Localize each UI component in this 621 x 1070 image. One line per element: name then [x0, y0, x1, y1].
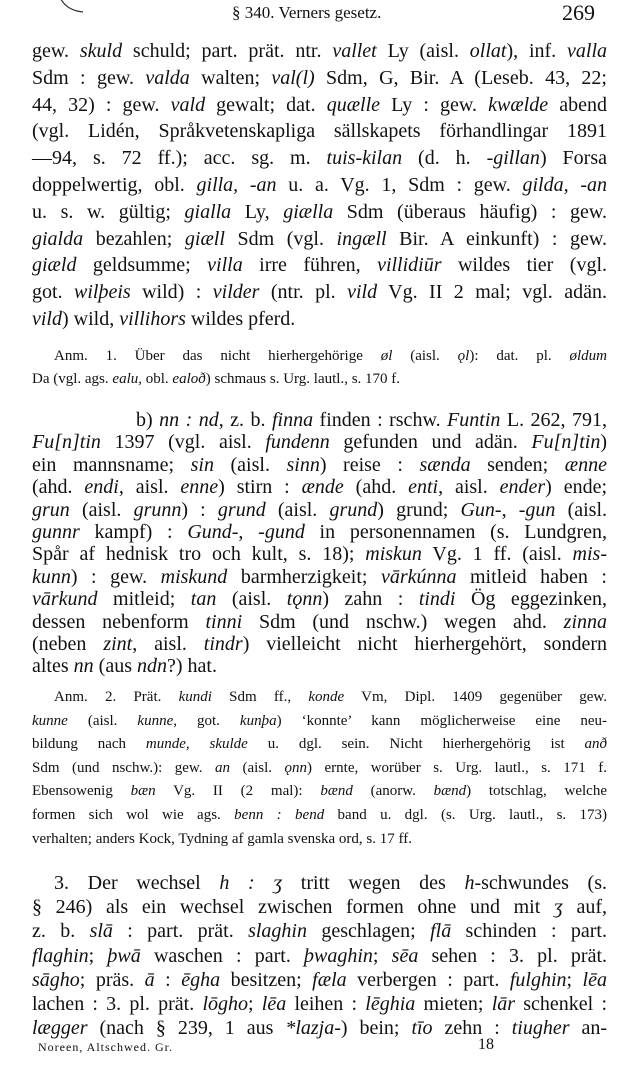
italic-term: konde	[308, 689, 345, 705]
text-run: ;	[88, 944, 108, 967]
text-run: Ly (aisl.	[376, 40, 470, 62]
italic-term: vilder	[212, 281, 260, 304]
italic-term: ænne	[564, 453, 607, 476]
text-run: band u. dgl. (s. Urg. lautl., s. 173)	[324, 806, 608, 823]
italic-term: kunne	[137, 712, 174, 729]
text-line	[32, 306, 607, 333]
italic-term: enne	[180, 476, 219, 499]
italic-term: fulghin	[509, 968, 567, 991]
text-run: (ahd.	[32, 476, 85, 499]
text-line	[32, 521, 607, 543]
text-line	[32, 655, 607, 677]
text-line	[32, 199, 607, 226]
italic-term: þwā	[107, 944, 141, 967]
text-run: an-	[569, 1017, 607, 1040]
italic-term: -gund	[258, 521, 305, 544]
italic-term: anð	[584, 736, 607, 753]
italic-term: kunne	[32, 712, 68, 729]
italic-term: tindi	[418, 588, 456, 611]
text-run: ;	[372, 944, 392, 967]
text-run: , aisl.	[438, 476, 500, 499]
text-run: (aisl.	[69, 498, 134, 521]
italic-term: an	[214, 759, 230, 776]
text-run: ; präs.	[79, 968, 145, 991]
text-line	[32, 710, 607, 734]
text-run: ?) hat.	[166, 655, 217, 678]
italic-term: vild	[347, 281, 378, 304]
italic-term: ēgha	[181, 968, 221, 991]
text-run: ) vielleicht nicht hierhergehört, sondern	[242, 633, 607, 656]
text-run: (aisl.	[555, 498, 608, 521]
italic-term: sin	[190, 453, 214, 476]
text-run: -schwundes (s.	[474, 872, 607, 894]
text-run: mitleid haben :	[456, 565, 607, 588]
italic-term: villa	[207, 254, 243, 277]
text-line	[32, 92, 607, 119]
italic-term: ndn	[136, 655, 167, 678]
text-line	[32, 919, 607, 943]
italic-term: tuis-kilan	[326, 147, 403, 170]
running-head: § 340. Verners gesetz.	[232, 3, 382, 22]
italic-term: skuld	[79, 40, 123, 62]
annotation-2	[32, 686, 607, 851]
text-run: (d. h.	[402, 147, 487, 170]
italic-term: zinna	[563, 610, 607, 633]
text-line	[32, 828, 607, 852]
text-line	[32, 611, 607, 633]
text-run: (ahd.	[343, 476, 409, 499]
italic-term: flaghin	[32, 944, 89, 967]
text-run: Da (vgl. ags.	[32, 371, 113, 387]
text-run: sehen : 3. pl. prät.	[418, 944, 608, 967]
text-run: Vg. 1 ff. (aisl.	[421, 543, 573, 566]
text-run: 1397 (vgl. aisl.	[100, 431, 266, 454]
italic-term: villihors	[119, 307, 186, 330]
italic-term: vārkund	[32, 588, 98, 611]
text-run: altes	[32, 655, 74, 678]
text-run: mieten;	[415, 993, 492, 1016]
text-run: (nach § 239, 1 aus	[87, 1017, 286, 1040]
text-run: geldsumme;	[76, 254, 208, 277]
italic-term: grund	[217, 498, 266, 521]
italic-term: ollat	[469, 40, 507, 62]
italic-term: nn : nd	[159, 409, 219, 431]
italic-term: sinn	[286, 453, 320, 476]
paragraph-main	[32, 38, 607, 333]
italic-term: vārkúnna	[380, 565, 457, 588]
text-line	[32, 733, 607, 757]
text-line	[32, 345, 607, 368]
text-run: bezahlen;	[83, 227, 185, 250]
text-run: ;	[248, 993, 262, 1016]
italic-term: gilda, -an	[522, 173, 607, 196]
italic-term: Gund-	[187, 521, 239, 544]
italic-term: ǫl	[457, 348, 470, 364]
text-line	[32, 172, 607, 199]
italic-term: kunn	[32, 565, 71, 588]
text-run: ) ende;	[545, 476, 608, 499]
text-line	[32, 252, 607, 279]
text-run: )	[600, 431, 607, 454]
italic-term: øldum	[569, 348, 608, 364]
italic-term: valda	[145, 66, 190, 89]
text-run: wild) :	[130, 281, 213, 304]
text-line	[32, 118, 607, 145]
italic-term: gialda	[32, 227, 84, 250]
text-line	[32, 226, 607, 253]
text-run: ) schmaus s. Urg. lautl., s. 170 f.	[205, 371, 401, 387]
italic-term: gialla	[184, 200, 232, 223]
text-run: Bir. A einkunft) : gew.	[386, 227, 608, 250]
italic-term: lēghia	[365, 993, 416, 1016]
italic-term: grund	[329, 498, 378, 521]
text-run: u. s. w. gültig;	[32, 200, 185, 223]
text-run: (aisl.	[392, 348, 458, 364]
text-line	[32, 566, 607, 588]
italic-term: enti	[408, 476, 439, 499]
italic-term: flā	[430, 920, 452, 943]
italic-term: -gun	[518, 498, 556, 521]
italic-term: ender	[499, 476, 546, 499]
text-run: walten;	[189, 66, 272, 89]
text-line	[32, 38, 607, 65]
text-run: , got.	[173, 712, 240, 729]
italic-term: h	[464, 872, 475, 894]
text-run: (ntr. pl.	[259, 281, 348, 304]
text-run: ) zahn :	[322, 588, 419, 611]
text-run: (aisl.	[265, 498, 330, 521]
page-number: 269	[562, 0, 595, 25]
text-run: doppelwertig, obl.	[32, 173, 197, 196]
scan-mark-arc	[55, 0, 95, 18]
text-run: schenkel :	[515, 993, 607, 1016]
italic-term: tinni	[205, 610, 243, 633]
annotation-1	[32, 345, 607, 391]
italic-term: ealu	[112, 371, 139, 387]
text-run: ,	[238, 521, 259, 544]
italic-term: Funtin	[447, 409, 501, 431]
text-run: Sdm (und nschw.) wegen ahd.	[242, 610, 564, 633]
text-run: abend	[548, 93, 607, 116]
italic-term: Fu[n]tin	[32, 431, 101, 454]
text-run: gew.	[32, 40, 80, 62]
italic-term: vald	[170, 93, 206, 116]
text-run: 44, 32) : gew.	[32, 93, 171, 116]
text-run: gefunden und adän.	[329, 431, 532, 454]
italic-term: tīo	[411, 1017, 433, 1040]
italic-term: lēa	[582, 968, 607, 991]
text-run: (anorw.	[352, 783, 434, 800]
text-run: u. dgl. sein. Nicht hierhergehörig ist	[247, 736, 585, 753]
italic-term: vallet	[332, 40, 377, 62]
text-run: Sdm (und nschw.): gew.	[32, 759, 215, 776]
text-run: ) :	[181, 498, 218, 521]
text-run: zehn :	[432, 1017, 512, 1040]
text-run: schinden : part.	[451, 920, 607, 943]
text-run: Sdm, G, Bir. A (Leseb. 43, 22;	[314, 66, 607, 89]
italic-term: Fu[n]tin	[531, 431, 601, 454]
italic-term: Gun-	[460, 498, 502, 521]
italic-term: val(l)	[271, 66, 315, 89]
italic-term: vild	[32, 307, 62, 330]
text-line	[32, 871, 607, 895]
text-run: ) bein;	[340, 1017, 412, 1040]
paragraph-b	[32, 409, 607, 678]
italic-term: lār	[491, 993, 516, 1016]
italic-term: h : ʒ	[219, 872, 283, 894]
text-run: ) Forsa	[539, 147, 607, 170]
italic-term: nn	[73, 655, 94, 678]
italic-term: ǫnn	[284, 759, 308, 776]
text-run: auf,	[562, 896, 607, 919]
text-run: Ly,	[231, 200, 284, 223]
text-run: § 246) als ein wechsel zwischen formen ohne und mit	[32, 896, 554, 919]
italic-term: giæll	[184, 227, 225, 250]
text-run: ), inf.	[506, 40, 568, 62]
italic-term: grunn	[133, 498, 182, 521]
italic-term: slā	[89, 920, 113, 943]
text-run: (aisl.	[229, 759, 285, 776]
italic-term: lægger	[32, 1017, 88, 1040]
italic-term: tindr	[203, 633, 243, 656]
italic-term: kwælde	[488, 93, 549, 116]
text-run: L. 262, 791,	[500, 409, 607, 431]
text-run: bildung nach	[32, 736, 146, 753]
italic-term: ingæll	[336, 227, 387, 250]
text-line	[32, 968, 607, 992]
text-run: (neben	[32, 633, 104, 656]
italic-term: ænde	[301, 476, 344, 499]
italic-term: zint	[103, 633, 133, 656]
text-run: (aisl.	[213, 453, 287, 476]
text-run: in personennamen (s. Lundgren,	[304, 521, 608, 544]
text-run: geschlagen;	[306, 920, 431, 943]
italic-term: kundi	[178, 689, 212, 705]
text-line	[32, 476, 607, 498]
footer-author-title: Noreen, Altschwed. Gr.	[38, 1040, 173, 1054]
italic-term: *lazja-	[285, 1017, 341, 1040]
text-line	[32, 588, 607, 610]
italic-term: tan	[190, 588, 217, 611]
italic-term: kunþa	[239, 712, 277, 729]
text-run: wildes pferd.	[185, 307, 296, 330]
italic-term: sēa	[391, 944, 419, 967]
paragraph-3	[32, 871, 607, 1040]
italic-term: fæla	[312, 968, 347, 991]
text-run: ) wild,	[62, 307, 120, 330]
text-line	[32, 686, 607, 710]
text-run: :	[154, 968, 182, 991]
italic-term: villidiūr	[377, 254, 442, 277]
text-run: ,	[501, 498, 519, 521]
italic-term: bænd	[433, 783, 467, 800]
italic-term: wilþeis	[74, 281, 131, 304]
text-line	[32, 543, 607, 565]
text-run: Ly : gew.	[380, 93, 489, 116]
text-run: Anm. 1. Über das nicht hierhergehörige	[54, 348, 381, 364]
text-line	[32, 780, 607, 804]
text-run: got.	[32, 281, 74, 304]
italic-term: gilla, -an	[196, 173, 277, 196]
text-line	[32, 279, 607, 306]
italic-term: lōgho	[202, 993, 249, 1016]
italic-term: mis-	[572, 543, 607, 566]
text-run: Sdm (überaus häufig) : gew.	[333, 200, 608, 223]
text-run: verhalten; anders Kock, Tydning af gamla svenska ord, s. 17 ff.	[32, 830, 412, 847]
italic-term: fundenn	[265, 431, 330, 454]
text-run: 3. Der wechsel	[54, 872, 220, 894]
text-run: Ög eggezinken,	[455, 588, 607, 611]
text-line	[32, 499, 607, 521]
text-run: ;	[566, 968, 583, 991]
text-line	[32, 895, 607, 919]
italic-term: tǫnn	[286, 588, 323, 611]
text-run: ) reise :	[319, 453, 420, 476]
text-line	[32, 633, 607, 655]
text-run: (vgl. Lidén, Språkvetenskapliga sällskapets förhandlingar 1891	[32, 120, 607, 143]
italic-term: -gillan	[486, 147, 540, 170]
text-line	[32, 757, 607, 781]
italic-term: grun	[32, 498, 70, 521]
italic-term: valla	[567, 40, 608, 62]
italic-term: ealoð	[172, 371, 206, 387]
text-line	[32, 992, 607, 1016]
text-run: Sdm ff.,	[211, 689, 309, 705]
italic-term: benn : bend	[234, 806, 325, 823]
italic-term: giæld	[32, 254, 77, 277]
text-run: dessen nebenform	[32, 610, 206, 633]
italic-term: munde, skulde	[145, 736, 248, 753]
italic-term: sænda	[419, 453, 471, 476]
text-run: ) ‘konnte’ kann möglicherweise eine neu-	[276, 712, 608, 729]
text-run: ) stirn :	[218, 476, 302, 499]
text-run: Sdm : gew.	[32, 66, 146, 89]
text-run: ) ernte, worüber s. Urg. lautl., s. 171 f.	[307, 759, 607, 776]
text-run: ) grund;	[377, 498, 461, 521]
text-run: Anm. 2. Prät.	[54, 689, 179, 705]
text-run: finden : rschw.	[313, 409, 448, 431]
text-run: , aisl.	[118, 476, 181, 499]
text-run: u. a. Vg. 1, Sdm : gew.	[276, 173, 523, 196]
text-run: —94, s. 72 ff.); acc. sg. m.	[32, 147, 327, 170]
italic-term: slaghin	[248, 920, 307, 943]
italic-term: lēa	[261, 993, 287, 1016]
text-line	[32, 431, 607, 453]
text-run: Sdm (vgl.	[224, 227, 337, 250]
text-run: irre führen,	[242, 254, 378, 277]
text-run: ) totschlag, welche	[466, 783, 607, 800]
text-run: , aisl.	[132, 633, 204, 656]
text-run: ): dat. pl.	[469, 348, 570, 364]
text-line	[32, 1016, 607, 1040]
text-run: leihen :	[286, 993, 366, 1016]
italic-term: gunnr	[32, 521, 80, 544]
italic-term: endi	[84, 476, 119, 499]
italic-term: ā	[144, 968, 155, 991]
italic-term: miskund	[160, 565, 228, 588]
text-run: Vg. II 2 mal; vgl. adän.	[377, 281, 607, 304]
text-run: senden;	[470, 453, 565, 476]
italic-term: þwaghin	[304, 944, 373, 967]
text-run: wildes tier (vgl.	[441, 254, 607, 277]
text-line	[32, 65, 607, 92]
text-run: z. b.	[32, 920, 90, 943]
italic-term: miskun	[365, 543, 422, 566]
text-line	[32, 145, 607, 172]
text-run: Spår af hednisk tro och kult, s. 18);	[32, 543, 366, 566]
text-run: Vm, Dipl. 1409 gegenüber gew.	[344, 689, 607, 705]
footer-signature: 18	[478, 1036, 494, 1053]
italic-term: finna	[271, 409, 314, 431]
text-run: : part. prät.	[112, 920, 249, 943]
text-run: , obl.	[138, 371, 173, 387]
text-line	[32, 454, 607, 476]
text-run: lachen : 3. pl. prät.	[32, 993, 203, 1016]
text-run: waschen : part.	[140, 944, 305, 967]
italic-term: sāgho	[32, 968, 80, 991]
text-run: (aisl.	[67, 712, 138, 729]
text-run: ) : gew.	[70, 565, 161, 588]
italic-term: giælla	[283, 200, 334, 223]
text-run: (aus	[93, 655, 137, 678]
text-run: mitleid;	[97, 588, 191, 611]
text-line	[32, 944, 607, 968]
italic-term: quælle	[326, 93, 381, 116]
text-run: formen sich wol wie ags.	[32, 806, 235, 823]
text-run: verbergen : part.	[346, 968, 510, 991]
italic-term: tiugher	[511, 1017, 570, 1040]
text-run: (aisl.	[216, 588, 287, 611]
italic-term: bæn	[130, 783, 156, 800]
text-run: besitzen;	[220, 968, 313, 991]
text-run: , z. b.	[218, 409, 272, 431]
text-run: gewalt; dat.	[205, 93, 327, 116]
italic-term: øl	[380, 348, 393, 364]
text-run: ein mannsname;	[32, 453, 191, 476]
italic-term: bænd	[320, 783, 353, 800]
text-run: barmherzigkeit;	[227, 565, 381, 588]
text-run: kampf) :	[79, 521, 188, 544]
italic-term: ʒ	[553, 896, 563, 919]
text-run: Ebensowenig	[32, 783, 131, 800]
text-run: Vg. II (2 mal):	[155, 783, 321, 800]
text-line	[32, 368, 607, 391]
text-line	[32, 409, 607, 431]
text-line	[32, 804, 607, 828]
text-run: tritt wegen des	[282, 872, 465, 894]
text-run: b)	[136, 409, 160, 431]
text-run: schuld; part. prät. ntr.	[122, 40, 333, 62]
